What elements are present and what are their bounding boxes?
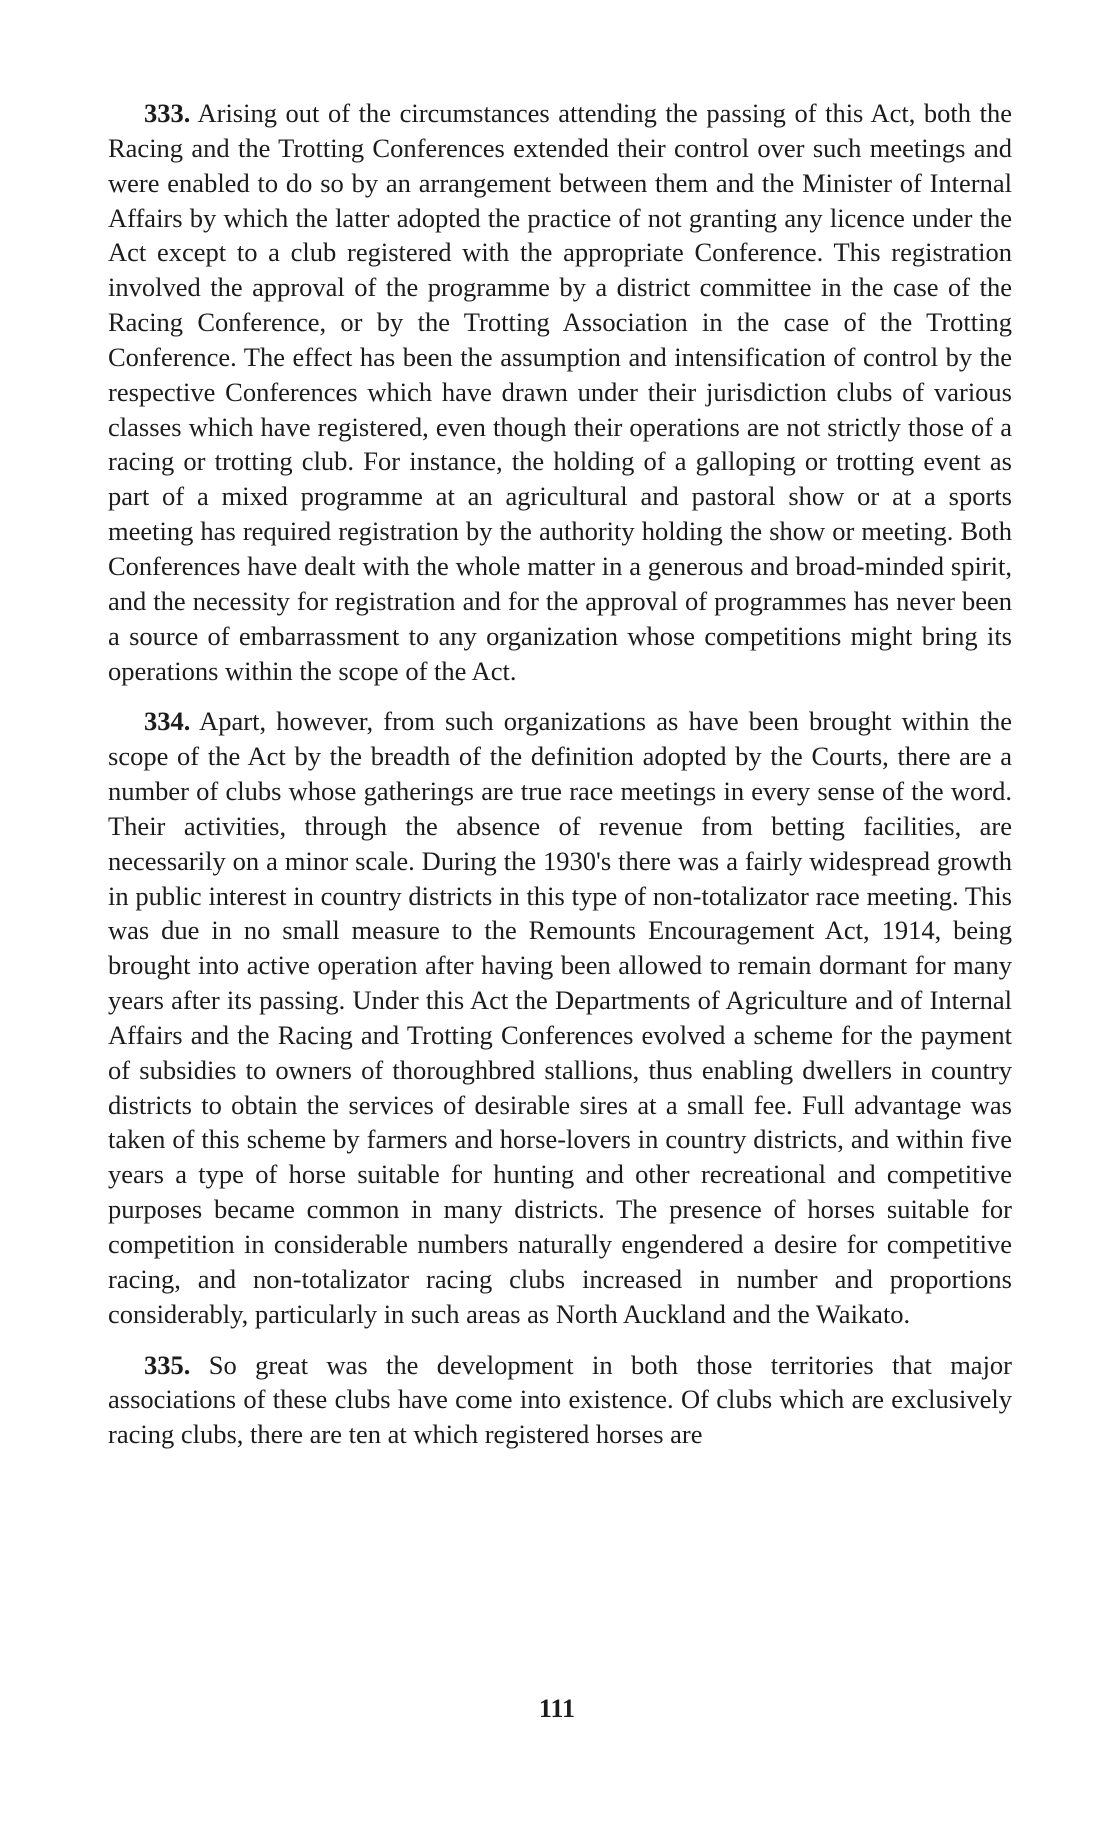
paragraph-number: 334. xyxy=(144,706,191,737)
paragraph-number: 333. xyxy=(144,98,191,128)
paragraph-333 xyxy=(108,96,1012,688)
paragraph-text: Apart, however, from such organizations as have been brought within the scope of the Act by the breadth of the definition adopted by the Courts, there are a number of clubs whose gatherings are true race meetings in every sense of the word. Their activities, through the absence of revenue from betting facilities, are necessarily on a minor scale. During the 1930's there was a fairly widespread growth in public interest in country districts in this type of non-totalizator race meeting. This was due in no small measure to the Remounts Encouragement Act, 1914, being brought into active operation after having been allowed to remain dormant for many years after its passing. Under this Act the Departments of Agriculture and of Internal Affairs and the Racing and Trotting Conferences evolved a scheme for the payment of subsidies to owners of thoroughbred stallions, thus enabling dwellers in country districts to obtain the services of desirable sires at a small fee. Full advantage was taken of this scheme by farmers and horse-lovers in country districts, and within five years a type of horse suitable for hunting and other recreational and competitive purposes became common in many districts. The presence of horses suitable for competition in considerable numbers naturally engendered a desire for competitive racing, and non-totalizator racing clubs increased in number and proportions considerably, particularly in such areas as North Auckland and the Waikato. xyxy=(108,706,1012,1329)
page-body xyxy=(108,96,1012,1452)
paragraph-334 xyxy=(108,704,1012,1331)
paragraph-text: Arising out of the circumstances attending the passing of this Act, both the Racing and the Trotting Conferences extended their control over such meetings and were enabled to do so by an arrangement between them and the Minister of Internal Affairs by which the latter adopted the practice of not granting any licence under the Act except to a club registered with the appropriate Conference. This registration involved the approval of the programme by a district committee in the case of the Racing Conference, or by the Trotting Association in the case of the Trotting Conference. The effect has been the assumption and intensification of control by the respective Conferences which have drawn under their jurisdiction clubs of various classes which have registered, even though their operations are not strictly those of a racing or trotting club. For instance, the holding of a galloping or trotting event as part of a mixed programme at an agricultural and pastoral show or at a sports meeting has required registration by the authority holding the show or meeting. Both Conferences have dealt with the whole matter in a generous and broad-minded spirit, and the necessity for registration and for the approval of programmes has never been a source of embarrassment to any organization whose competitions might bring its operations within the scope of the Act. xyxy=(108,98,1012,686)
paragraph-335 xyxy=(108,1348,1012,1453)
paragraph-text: So great was the development in both those territories that major associations of these clubs have come into existence. Of clubs which are exclusively racing clubs, there are ten at which registered horses are xyxy=(108,1349,1013,1450)
page-number: 111 xyxy=(538,1694,576,1723)
paragraph-number: 335. xyxy=(144,1349,191,1380)
